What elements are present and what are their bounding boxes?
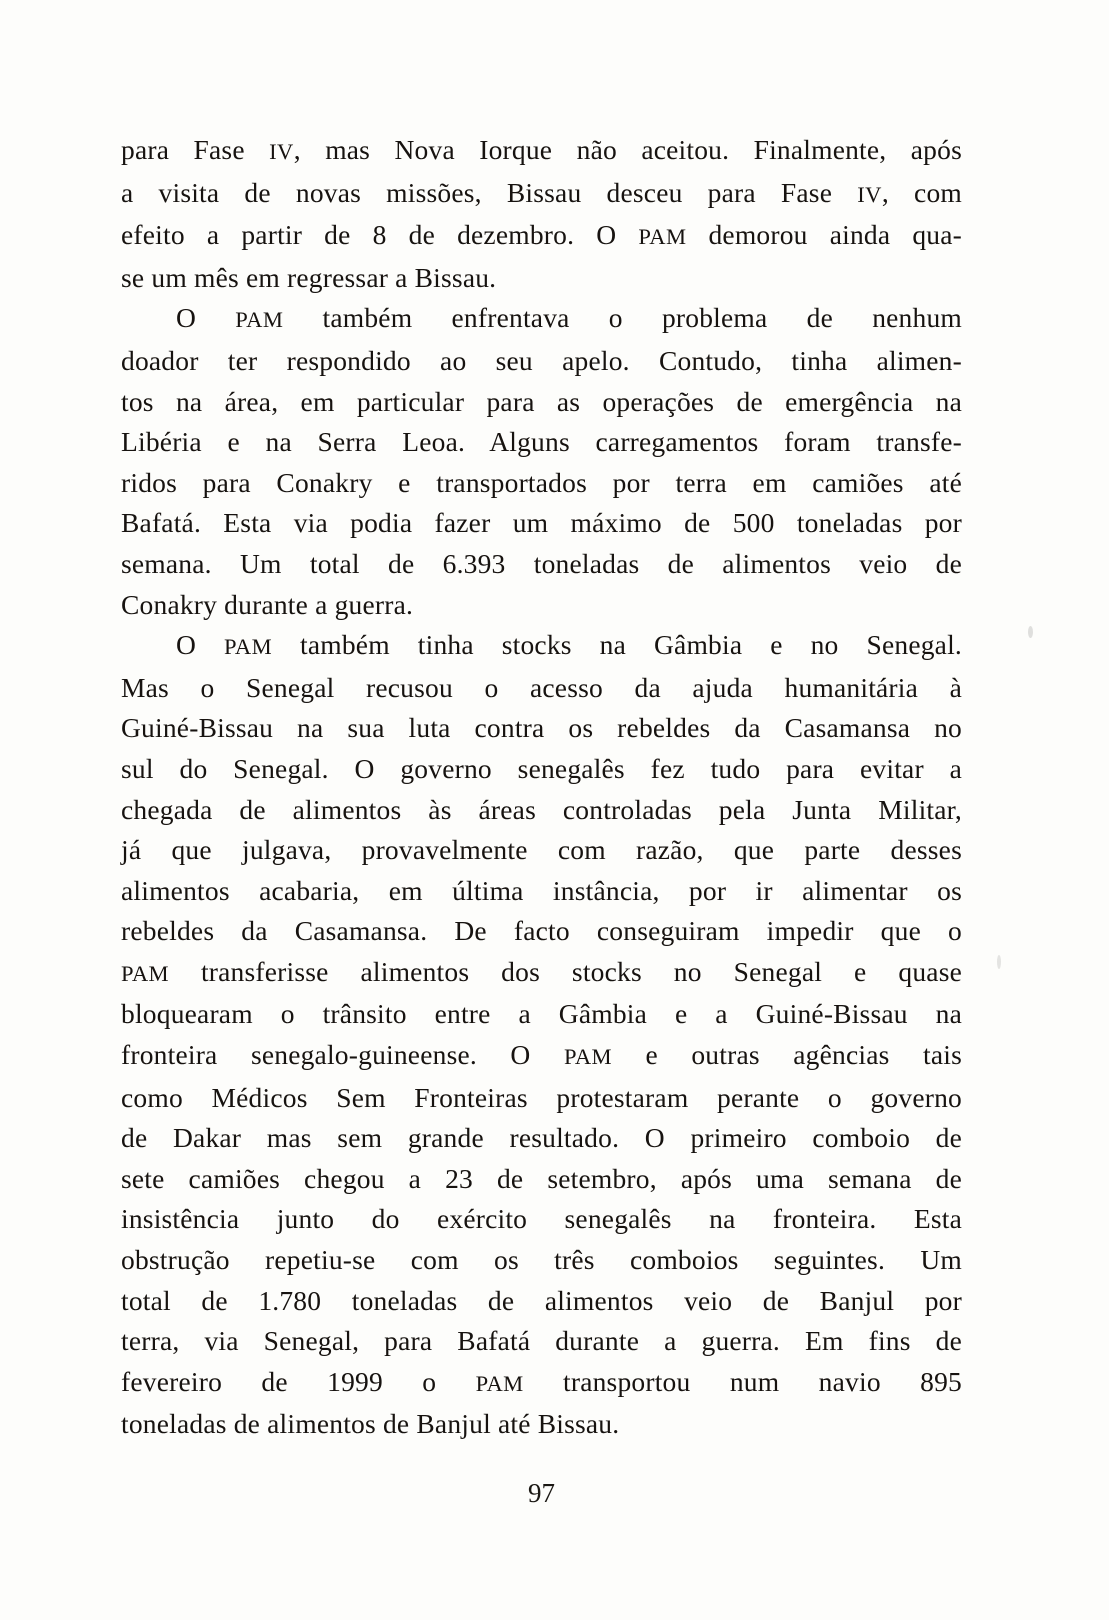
text-line: Guiné-Bissau na sua luta contra os rebeldes da Casamansa no <box>121 712 962 744</box>
text-line: já que julgava, provavelmente com razão, que parte desses <box>121 834 962 866</box>
small-caps: PAM <box>224 634 273 660</box>
small-caps: PAM <box>121 960 169 986</box>
text-line: ridos para Conakry e transportados por terra em camiões até <box>121 466 962 498</box>
text-line: sul do Senegal. O governo senegalês fez tudo para evitar a <box>121 752 962 784</box>
text-line: insistência junto do exército senegalês na fronteira. Esta <box>121 1203 962 1235</box>
text-line: para Fase IV, mas Nova Iorque não aceitou. Finalmente, após <box>121 134 962 165</box>
text-line: de Dakar mas sem grande resultado. O primeiro comboio de <box>121 1122 962 1154</box>
text-line: se um mês em regressar a Bissau. <box>121 261 497 293</box>
text-line: Conakry durante a guerra. <box>121 588 414 620</box>
page-number: 97 <box>528 1478 555 1508</box>
small-caps: PAM <box>235 307 284 333</box>
text-line: fevereiro de 1999 o PAM transportou num navio 895 <box>121 1365 962 1397</box>
text-line: efeito a partir de 8 de dezembro. O PAM demorou ainda qua- <box>121 219 962 251</box>
text-line: rebeldes da Casamansa. De facto conseguiram impedir que o <box>121 915 962 947</box>
small-caps: PAM <box>475 1370 524 1396</box>
small-caps: PAM <box>638 224 687 250</box>
text-line: Libéria e na Serra Leoa. Alguns carregamentos foram transfe- <box>121 426 962 458</box>
scan-artifact <box>997 955 1001 969</box>
page-text <box>121 130 962 1445</box>
text-line: fronteira senegalo-guineense. O PAM e outras agências tais <box>121 1039 962 1071</box>
scan-artifact <box>1028 626 1033 638</box>
text-line: Mas o Senegal recusou o acesso da ajuda humanitária à <box>121 671 962 703</box>
text-line: O PAM também tinha stocks na Gâmbia e no Senegal. <box>176 629 963 661</box>
small-caps: IV <box>269 139 294 164</box>
text-line: alimentos acabaria, em última instância, por ir alimentar os <box>121 874 962 906</box>
text-line: terra, via Senegal, para Bafatá durante a guerra. Em fins de <box>121 1325 962 1357</box>
text-line: O PAM também enfrentava o problema de nenhum <box>176 302 962 334</box>
text-line: a visita de novas missões, Bissau desceu para Fase IV, com <box>121 176 962 208</box>
text-line: Bafatá. Esta via podia fazer um máximo de 500 toneladas por <box>121 507 962 539</box>
text-line: semana. Um total de 6.393 toneladas de alimentos veio de <box>121 547 962 579</box>
paragraph <box>121 625 962 1445</box>
text-line: sete camiões chegou a 23 de setembro, após uma semana de <box>121 1162 962 1194</box>
text-line: doador ter respondido ao seu apelo. Contudo, tinha alimen- <box>121 344 962 376</box>
text-line: toneladas de alimentos de Banjul até Bissau. <box>121 1408 620 1440</box>
text-line: tos na área, em particular para as operações de emergência na <box>121 385 962 417</box>
text-line: obstrução repetiu-se com os três comboios seguintes. Um <box>121 1244 962 1276</box>
text-line: PAM transferisse alimentos dos stocks no Senegal e quase <box>121 955 962 987</box>
small-caps: PAM <box>563 1044 612 1070</box>
paragraph <box>121 298 962 625</box>
text-line: total de 1.780 toneladas de alimentos veio de Banjul por <box>121 1284 962 1316</box>
text-line: chegada de alimentos às áreas controladas pela Junta Militar, <box>121 793 962 825</box>
text-line: bloquearam o trânsito entre a Gâmbia e a Guiné-Bissau na <box>121 998 962 1030</box>
small-caps: IV <box>857 181 882 207</box>
paragraph <box>121 130 962 298</box>
text-line: como Médicos Sem Fronteiras protestaram perante o governo <box>121 1081 962 1113</box>
